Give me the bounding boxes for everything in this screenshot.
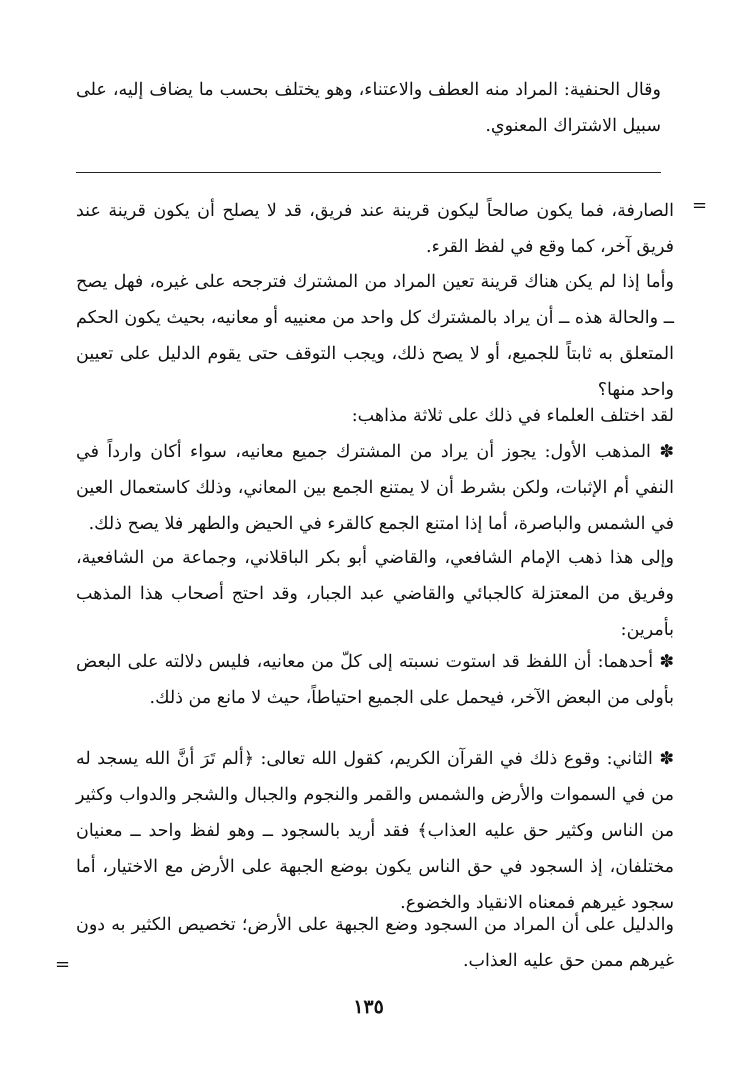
continuation-mark-end: = xyxy=(55,954,71,975)
footnote-paragraph-5: وإلى هذا ذهب الإمام الشافعي، والقاضي أبو بكر الباقلاني، وجماعة من الشافعية، وفريق من المعتزلة كالجبائي والقاضي عبد الجبار، وقد احتج أصحاب هذا المذهب بأمرين: xyxy=(76,548,674,640)
main-text-paragraph: وقال الحنفية: المراد منه العطف والاعتناء، وهو يختلف بحسب ما يضاف إليه، على سبيل الاشتراك المعنوي. xyxy=(76,80,661,136)
footnote-paragraph-3: لقد اختلف العلماء في ذلك على ثلاثة مذاهب: xyxy=(351,406,674,426)
footnote-paragraph-4: ✽ المذهب الأول: يجوز أن يراد من المشترك جميع معانيه، سواء أكان وارداً في النفي أم الإثبات، ولكن بشرط أن لا يمتنع الجمع بين المعاني، وذلك كاستعمال العين في الشمس والباصرة، أما إذا امتنع الجمع كالقرء في الحيض والطهر فلا يصح ذلك. xyxy=(76,442,674,534)
footnote-paragraph-6: ✽ أحدهما: أن اللفظ قد استوت نسبته إلى كلّ من معانيه، فليس دلالته على البعض بأولى من البعض الآخر، فيحمل على الجميع احتياطاً، حيث لا مانع من ذلك. xyxy=(76,652,674,708)
footnote-paragraph-8: والدليل على أن المراد من السجود وضع الجبهة على الأرض؛ تخصيص الكثير به دون غيرهم ممن حق عليه العذاب. xyxy=(76,915,674,971)
page-number: ١٣٥ xyxy=(353,996,384,1018)
footnote-separator-line xyxy=(76,172,661,173)
footnote-paragraph-1: الصارفة، فما يكون صالحاً ليكون قرينة عند فريق، قد لا يصلح أن يكون قرينة عند فريق آخر، كما وقع في لفظ القرء. xyxy=(76,201,674,257)
footnote-paragraph-7: ✽ الثاني: وقوع ذلك في القرآن الكريم، كقول الله تعالى: ﴿ألم تَرَ أنَّ الله يسجد له من في السموات والأرض والشمس والقمر والنجوم والجبال والشجر والدواب وكثير من الناس وكثير حق عليه العذاب﴾ فقد أريد بالسجود ــ وهو لفظ واحد ــ معنيان مختلفان، إذ السجود في حق الناس يكون بوضع الجبهة على الأرض مع الاختيار، أما سجود غيرهم فمعناه الانقياد والخضوع. xyxy=(76,749,674,913)
continuation-mark-start: = xyxy=(692,195,708,216)
footnote-paragraph-2: وأما إذا لم يكن هناك قرينة تعين المراد من المشترك فترجحه على غيره، فهل يصح ــ والحالة هذه ــ أن يراد بالمشترك كل واحد من معنييه أو معانيه، بحيث يكون الحكم المتعلق به ثابتاً للجميع، أو لا يصح ذلك، ويجب التوقف حتى يقوم الدليل على تعيين واحد منها؟ xyxy=(76,272,674,400)
